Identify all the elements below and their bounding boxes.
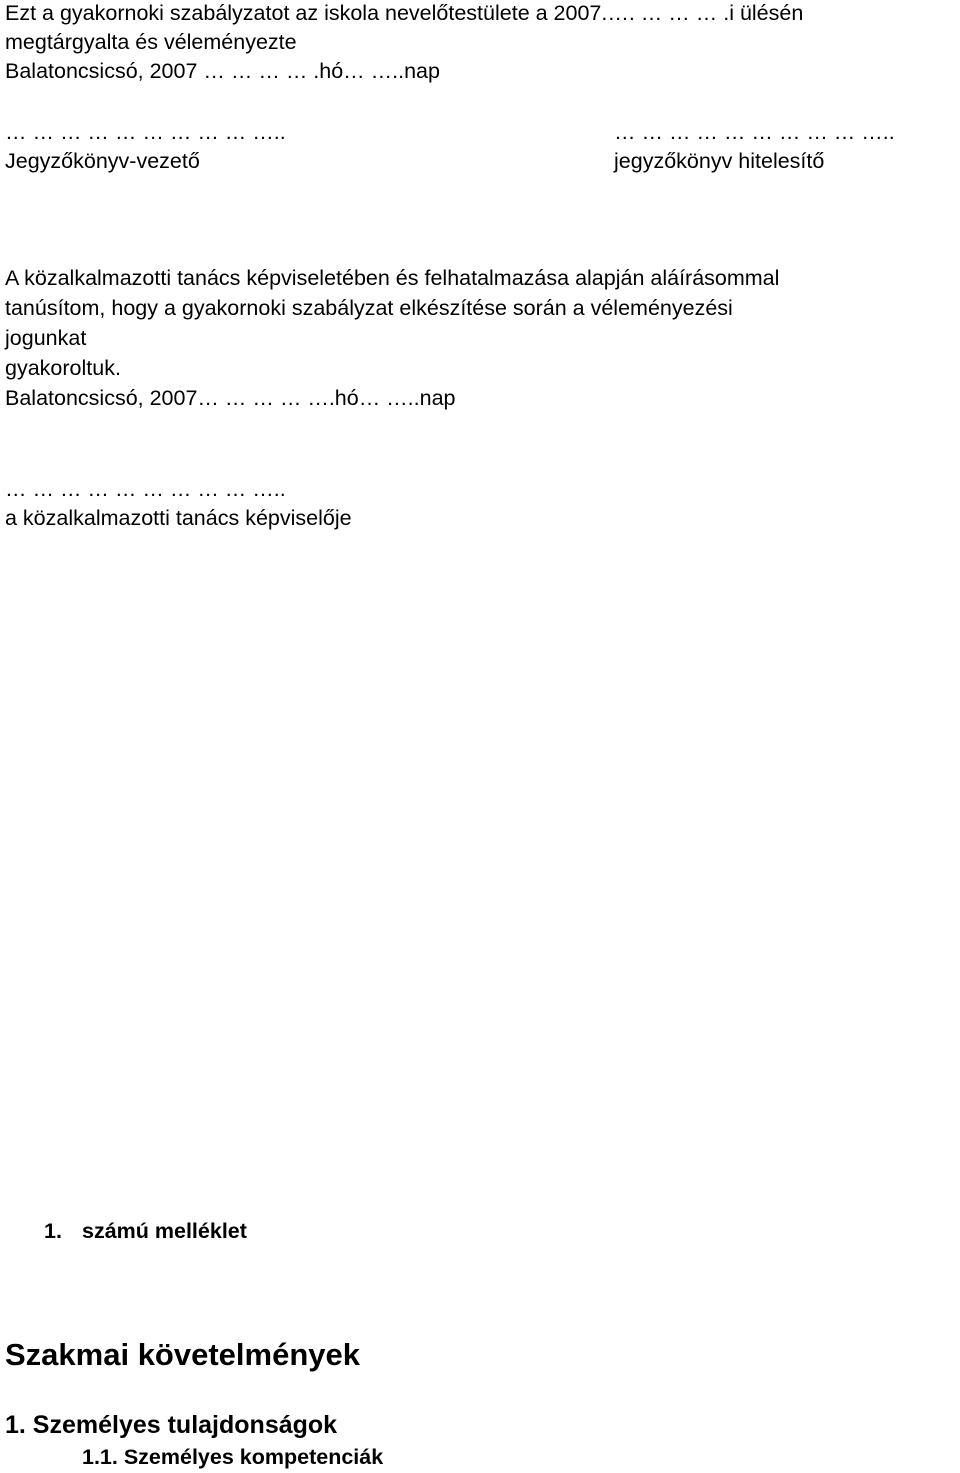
intro-line-1: Ezt a gyakornoki szabályzatot az iskola nevelőtestülete a 2007.…. … … … .i ülésén (5, 1, 804, 25)
statement-line-4: gyakoroltuk. (5, 356, 121, 380)
representative-signature-dots: … … … … … … … … … ….. (5, 477, 286, 501)
annex-number: 1. (44, 1219, 62, 1243)
intro-line-2: megtárgyalta és véleményezte (5, 30, 297, 54)
subsection-heading: 1. Személyes tulajdonságok (5, 1411, 338, 1439)
section-heading: Szakmai követelmények (5, 1337, 360, 1372)
statement-line-3: jogunkat (5, 326, 87, 350)
representative-signature-label: a közalkalmazotti tanács képviselője (5, 506, 352, 530)
statement-line-2: tanúsítom, hogy a gyakornoki szabályzat elkészítése során a véleményezési (5, 296, 733, 320)
annex-title (44, 1218, 247, 1244)
recorder-signature-label: Jegyzőkönyv-vezető (5, 149, 200, 173)
recorder-signature-dots: … … … … … … … … … ….. (5, 120, 286, 144)
authenticator-signature-dots: … … … … … … … … … ….. (614, 120, 895, 144)
subsubsection-heading: 1.1. Személyes kompetenciák (82, 1445, 384, 1469)
statement-date-line: Balatoncsicsó, 2007… … … … ….hó… …..nap (5, 386, 456, 410)
authenticator-signature-label: jegyzőkönyv hitelesítő (614, 149, 825, 173)
intro-date-line: Balatoncsicsó, 2007 … … … … .hó… …..nap (5, 59, 440, 83)
annex-label: számú melléklet (82, 1219, 247, 1243)
statement-line-1: A közalkalmazotti tanács képviseletében és felhatalmazása alapján aláírásommal (5, 266, 780, 290)
